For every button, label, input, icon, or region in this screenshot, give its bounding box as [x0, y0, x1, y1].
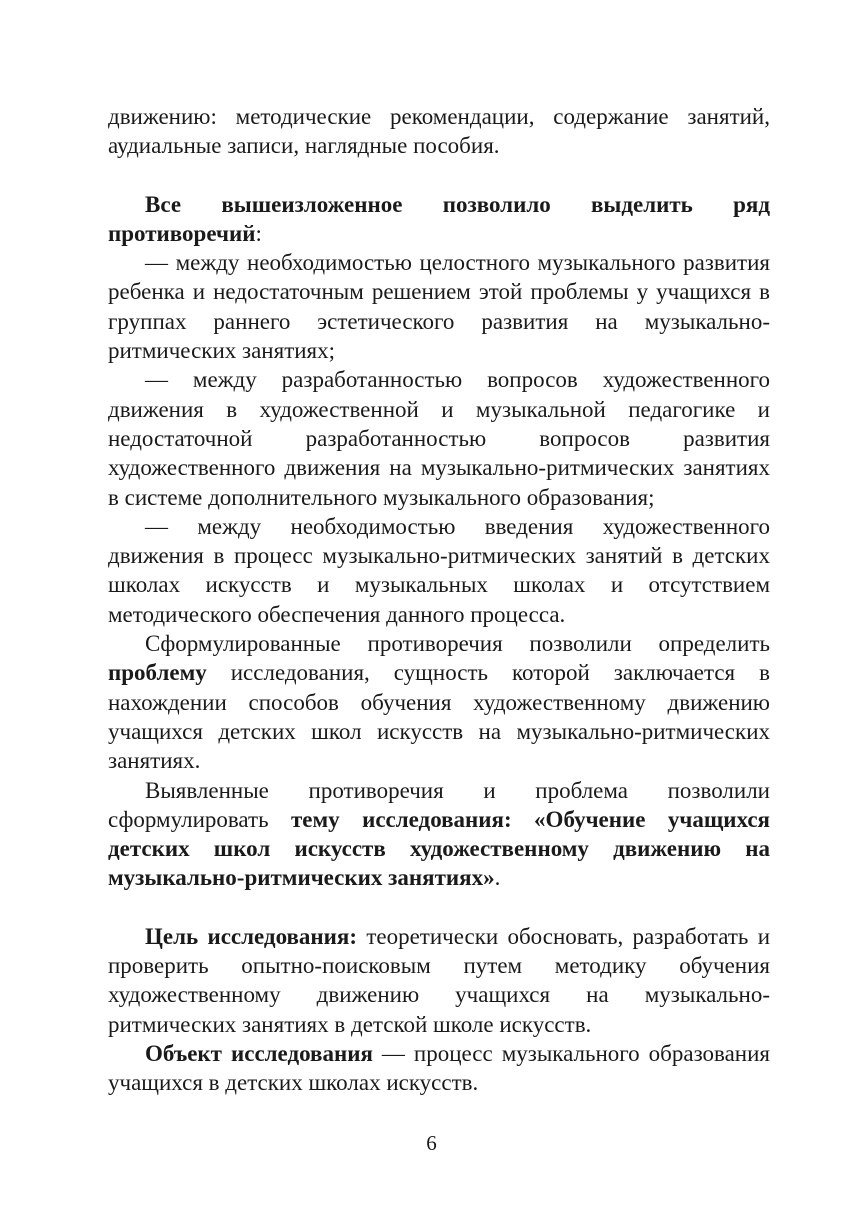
paragraph-7-pre: Выявленные противоречия и проблема позволили сформулировать — [108, 777, 770, 832]
paragraph-4 — [108, 365, 770, 511]
paragraph-7-post: . — [494, 865, 501, 891]
paragraph-2-bold: Все вышеизложенное позволило выделить ряд противоречий — [108, 191, 770, 246]
paragraph-7-bold: тему исследования: «Обучение учащихся детских школ искусств художественному движению на музыкально-ритмических занятиях» — [108, 806, 770, 891]
paragraph-8-post: теоретически обосновать, разработать и проверить опытно-поисковым путем методику обучения художественному движению учащихся на музыкально-ритмических занятиях в детской школе искусств. — [108, 923, 770, 1037]
paragraph-8-bold: Цель исследования: — [145, 923, 358, 949]
paragraph-1-text: движению: методические рекомендации, содержание занятий, аудиальные записи, наглядные пособия. — [108, 104, 770, 159]
paragraph-6-post: исследования, сущность которой заключается в нахождении способов обучения художественному движению учащихся детских школ искусств на музыкально-ритмических занятиях. — [108, 660, 770, 774]
paragraph-4-text: — между разработанностью вопросов художественного движения в художественной и музыкальной педагогике и недостаточной разработанностью вопросов развития художественного движения на музыкально-ритмических занятиях в системе дополнительного музыкального образования; — [108, 367, 770, 510]
page-number: 6 — [426, 1131, 437, 1155]
body-text — [108, 102, 770, 1098]
paragraph-3-text: — между необходимостью целостного музыкального развития ребенка и недостаточным решением этой проблемы у учащихся в группах раннего эстетического развития на музыкально-ритмических занятиях; — [108, 250, 770, 364]
paragraph-8 — [108, 922, 770, 1039]
paragraph-6-pre: Сформулированные противоречия позволили определить — [145, 631, 770, 657]
paragraph-2-rest: : — [255, 220, 262, 246]
paragraph-5-text: — между необходимостью введения художественного движения в процесс музыкально-ритмических занятий в детских школах искусств и музыкальных школах и отсутствием методического обеспечения данного процесса. — [108, 513, 770, 627]
paragraph-7 — [108, 776, 770, 893]
paragraph-6 — [108, 629, 770, 775]
paragraph-9 — [108, 1039, 770, 1098]
paragraph-6-bold: проблему — [108, 660, 207, 686]
paragraph-2 — [108, 190, 770, 249]
paragraph-3 — [108, 248, 770, 365]
paragraph-9-post: — процесс музыкального образования учащихся в детских школах искусств. — [108, 1040, 770, 1096]
paragraph-1 — [108, 102, 770, 161]
paragraph-5 — [108, 512, 770, 629]
paragraph-9-bold: Объект исследования — [145, 1040, 373, 1066]
